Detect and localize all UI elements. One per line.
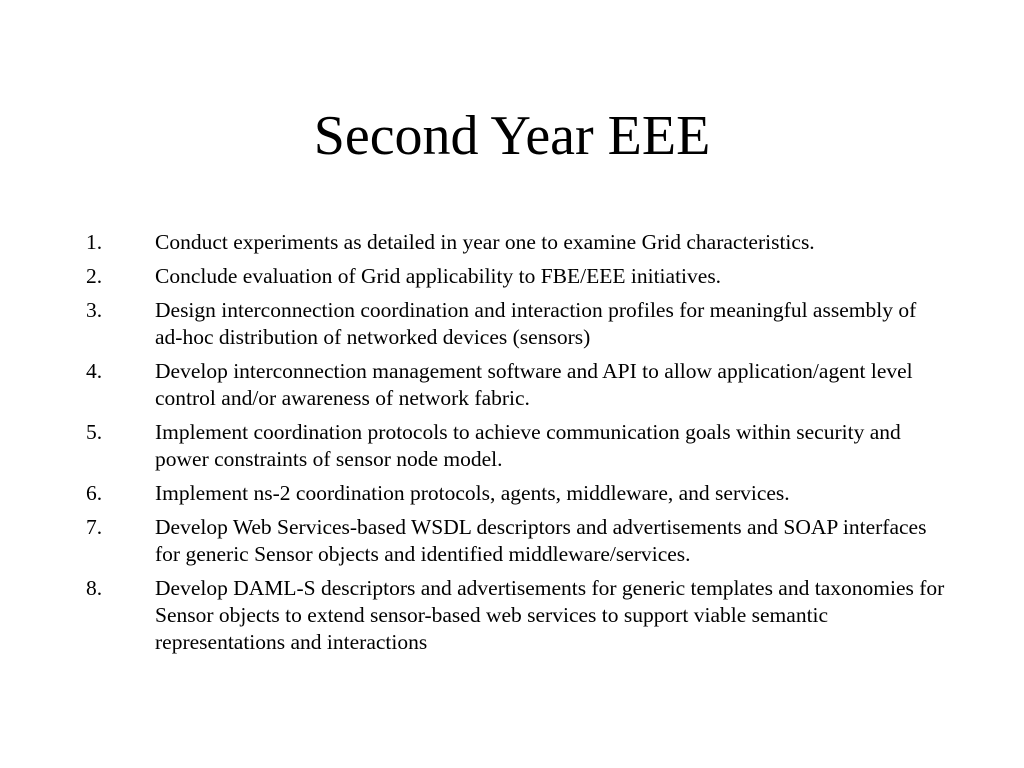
list-item-number: 6. (86, 481, 103, 505)
list-item-number: 1. (86, 230, 103, 254)
list-item-text: Conduct experiments as detailed in year one to examine Grid characteristics. (155, 230, 815, 254)
list-item (86, 229, 946, 256)
list-item-number: 5. (86, 420, 103, 444)
list-item-number: 8. (86, 576, 103, 600)
list-item-text: Design interconnection coordination and interaction profiles for meaningful assembly of ad-hoc distribution of networked devices (sensors) (155, 298, 917, 349)
list-item (86, 297, 946, 351)
list-item-text: Develop DAML-S descriptors and advertisements for generic templates and taxonomies for Sensor objects to extend sensor-based web services to support viable semantic representations and interactions (155, 576, 945, 654)
list-item-number: 7. (86, 515, 103, 539)
list-item (86, 514, 946, 568)
list-item (86, 575, 946, 656)
list-item-text: Implement ns-2 coordination protocols, agents, middleware, and services. (155, 481, 790, 505)
list-item (86, 480, 946, 507)
list-item-number: 3. (86, 298, 103, 322)
list-item (86, 419, 946, 473)
list-item (86, 358, 946, 412)
list-item-text: Develop interconnection management software and API to allow application/agent level control and/or awareness of network fabric. (155, 359, 913, 410)
slide-title: Second Year EEE (313, 105, 711, 167)
list-item-number: 2. (86, 264, 103, 288)
list-item-text: Develop Web Services-based WSDL descriptors and advertisements and SOAP interfaces for generic Sensor objects and identified middleware/services. (155, 515, 927, 566)
list-item-text: Conclude evaluation of Grid applicability to FBE/EEE initiatives. (155, 264, 722, 288)
list-item-number: 4. (86, 359, 103, 383)
list-item-text: Implement coordination protocols to achieve communication goals within security and power constraints of sensor node model. (155, 420, 901, 471)
numbered-list (86, 229, 946, 663)
list-item (86, 263, 946, 290)
